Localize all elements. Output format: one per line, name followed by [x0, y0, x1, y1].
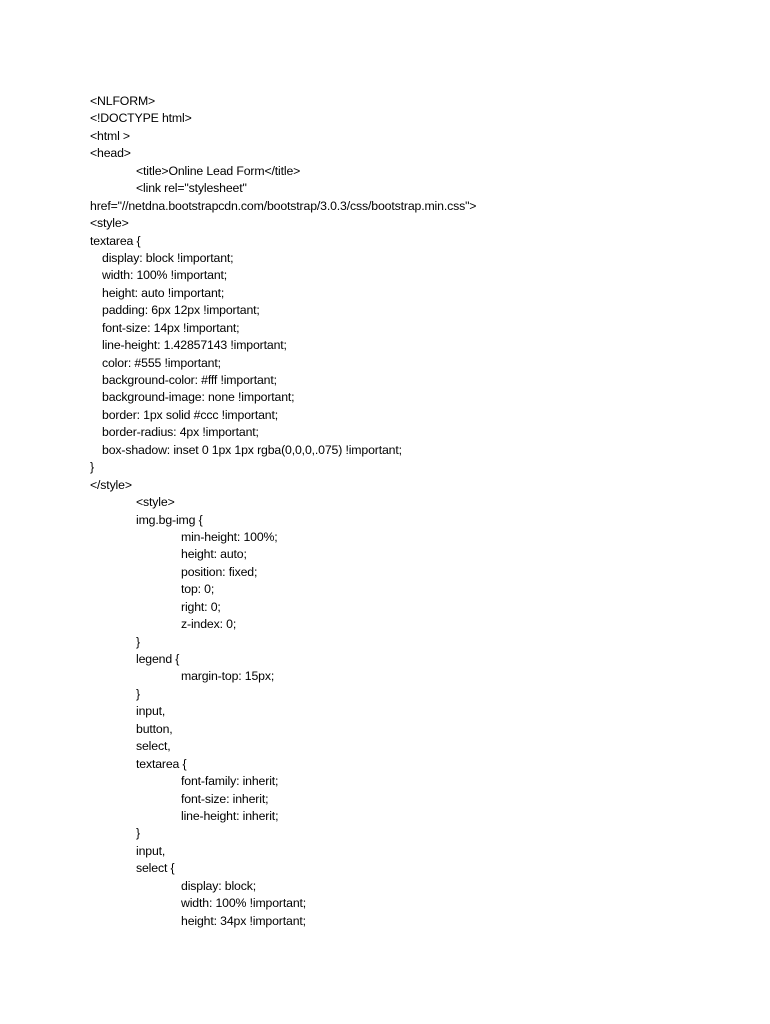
code-line: legend {: [136, 652, 180, 666]
code-line: background-color: #fff !important;: [102, 373, 277, 387]
code-line: font-size: 14px !important;: [102, 320, 240, 335]
code-line: right: 0;: [181, 599, 221, 614]
code-line: href="//netdna.bootstrapcdn.com/bootstrap/3.0.3/css/bootstrap.min.css">: [90, 198, 477, 213]
code-line: min-height: 100%;: [181, 529, 278, 544]
code-line: }: [136, 686, 140, 701]
code-line: padding: 6px 12px !important;: [102, 303, 260, 318]
code-line: <head>: [90, 146, 131, 161]
code-line: height: 34px !important;: [181, 913, 306, 928]
code-line: border-radius: 4px !important;: [102, 425, 259, 440]
code-line: <style>: [136, 495, 175, 510]
code-line: border: 1px solid #ccc !important;: [102, 407, 279, 422]
code-line: display: block !important;: [102, 250, 234, 265]
code-line: <!DOCTYPE html>: [90, 111, 192, 126]
code-line: top: 0;: [181, 582, 215, 597]
code-line: <link rel="stylesheet": [136, 181, 247, 196]
code-line: width: 100% !important;: [181, 896, 307, 911]
code-line: font-family: inherit;: [181, 774, 279, 789]
code-line: select {: [136, 861, 175, 876]
code-line: line-height: 1.42857143 !important;: [102, 338, 287, 353]
code-line: </style>: [90, 477, 132, 492]
code-line: display: block;: [181, 878, 256, 893]
code-line: textarea {: [90, 233, 141, 248]
code-line: textarea {: [136, 756, 187, 771]
code-line: <title>Online Lead Form</title>: [136, 163, 301, 178]
code-line: box-shadow: inset 0 1px 1px rgba(0,0,0,.075) !important;: [102, 442, 402, 457]
code-line: <html >: [90, 128, 130, 143]
code-line: position: fixed;: [181, 564, 258, 579]
code-line: width: 100% !important;: [102, 268, 228, 283]
code-line: line-height: inherit;: [181, 808, 279, 823]
code-line: margin-top: 15px;: [181, 669, 275, 684]
code-line: img.bg-img {: [136, 512, 203, 527]
code-line: height: auto !important;: [102, 285, 225, 300]
code-line: }: [90, 460, 94, 475]
code-line: button,: [136, 721, 173, 736]
code-line: <NLFORM>: [90, 94, 156, 108]
code-listing: [90, 93, 750, 930]
code-line: }: [136, 634, 140, 649]
code-line: <style>: [90, 216, 129, 231]
code-line: height: auto;: [181, 547, 247, 562]
code-line: font-size: inherit;: [181, 791, 269, 806]
code-line: input,: [136, 843, 166, 858]
code-line: z-index: 0;: [181, 617, 237, 632]
code-line: select,: [136, 739, 171, 754]
code-line: input,: [136, 704, 166, 719]
code-line: }: [136, 826, 140, 841]
code-line: color: #555 !important;: [102, 355, 221, 370]
code-line: background-image: none !important;: [102, 390, 295, 405]
